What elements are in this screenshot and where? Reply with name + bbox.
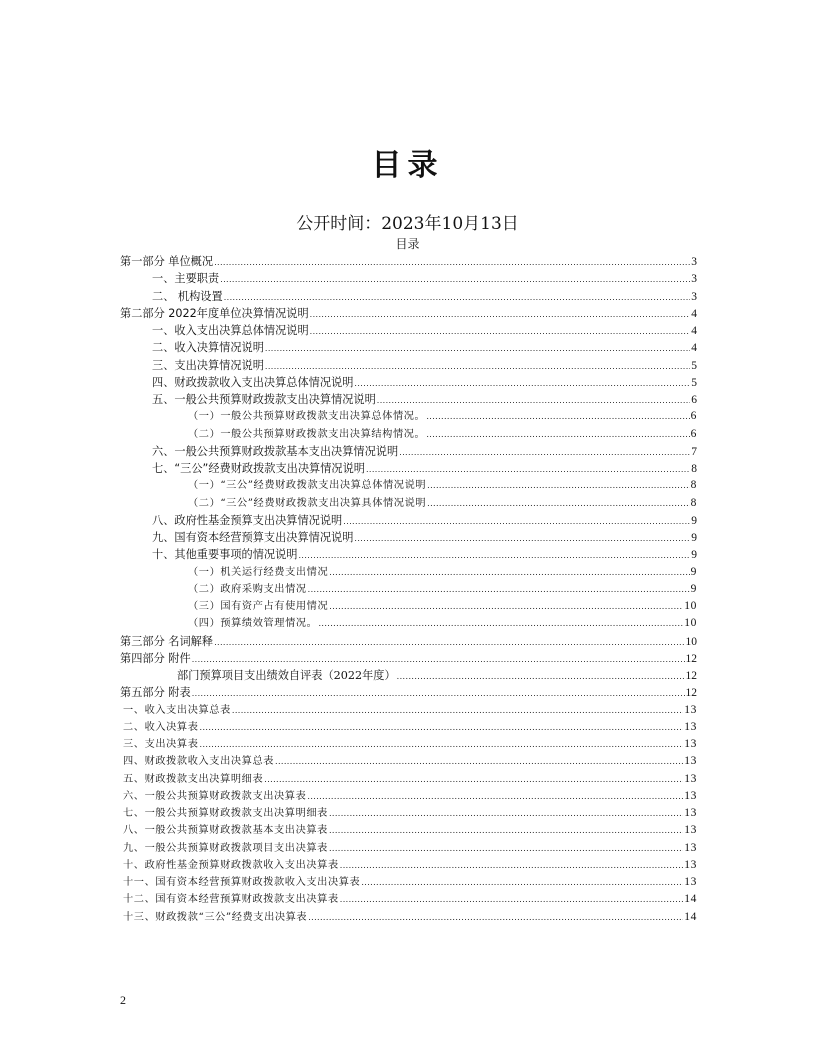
dot-leader — [343, 512, 690, 530]
toc-entry-page: 10 — [684, 617, 697, 630]
toc-entry-label: （一）一般公共预算财政拨款支出决算总体情况。 — [188, 411, 426, 423]
toc-entry-label: 一、收入支出决算总体情况说明 — [152, 324, 309, 337]
toc-entry[interactable] — [120, 650, 697, 667]
dot-leader — [200, 719, 684, 736]
toc-entry[interactable] — [120, 529, 697, 546]
toc-entry-label: 二、 机构设置 — [152, 289, 223, 303]
toc-entry[interactable] — [120, 840, 697, 857]
toc-entry-page: 3 — [691, 256, 697, 268]
toc-entry-page: 9 — [691, 514, 697, 527]
toc-entry[interactable] — [120, 615, 697, 632]
toc-entry[interactable] — [120, 408, 697, 425]
toc-entry-label: （二）一般公共预算财政拨款支出决算结构情况。 — [188, 428, 426, 440]
dot-leader — [310, 322, 691, 340]
toc-entry-page: 7 — [691, 445, 697, 458]
toc-entry[interactable] — [120, 460, 697, 477]
toc-entry-label: （四）预算绩效管理情况。 — [188, 618, 318, 630]
dot-leader — [192, 684, 685, 702]
dot-leader — [426, 426, 689, 443]
toc-entry-page: 12 — [685, 670, 697, 682]
dot-leader — [329, 598, 683, 615]
toc-subtitle: 目录 — [395, 237, 420, 251]
toc-entry-label: 五、一般公共预算财政拨款支出决算情况说明 — [152, 393, 376, 406]
dot-leader — [397, 667, 685, 685]
toc-entry-label: 八、政府性基金预算支出决算情况说明 — [152, 513, 343, 527]
toc-entry-label: 部门预算项目支出绩效自评表（2022年度） — [177, 669, 396, 682]
toc-entry-page: 13 — [684, 807, 697, 819]
toc-entry[interactable] — [120, 477, 697, 494]
toc-entry-label: 七、“三公”经费财政拨款支出决算情况说明 — [152, 462, 365, 475]
toc-entry-page: 9 — [690, 565, 697, 578]
toc-entry[interactable] — [120, 857, 697, 874]
toc-entry[interactable] — [120, 667, 697, 684]
dot-leader — [361, 874, 683, 891]
toc-entry[interactable] — [120, 391, 697, 408]
toc-entry[interactable] — [120, 736, 697, 753]
toc-entry-label: 第五部分 附表 — [120, 686, 191, 700]
dot-leader — [224, 288, 691, 306]
toc-entry[interactable] — [120, 339, 697, 356]
toc-entry-page: 13 — [684, 789, 697, 802]
toc-entry[interactable] — [120, 805, 697, 822]
dot-leader — [329, 840, 683, 857]
toc-entry-page: 8 — [690, 479, 697, 492]
toc-entry-label: 五、财政拨款支出决算明细表 — [123, 773, 264, 785]
toc-entry-page: 9 — [690, 582, 697, 595]
toc-entry-page: 5 — [691, 376, 697, 389]
toc-entry-label: 三、支出决算表 — [123, 739, 199, 750]
toc-entry-page: 14 — [684, 910, 697, 923]
toc-entry-page: 6 — [690, 427, 697, 440]
dot-leader — [307, 788, 683, 805]
dot-leader — [265, 339, 690, 357]
toc-entry[interactable] — [120, 564, 697, 581]
toc-entry-page: 6 — [690, 410, 697, 423]
dot-leader — [275, 753, 683, 770]
dot-leader — [318, 615, 683, 632]
toc-entry[interactable] — [120, 253, 697, 270]
toc-entry[interactable] — [120, 288, 697, 305]
toc-entry-label: 九、国有资本经营预算支出决算情况说明 — [152, 531, 354, 544]
dot-leader — [399, 443, 690, 461]
dot-leader — [427, 495, 689, 512]
toc-entry[interactable] — [120, 495, 697, 512]
toc-entry[interactable] — [120, 512, 697, 529]
toc-entry-page: 12 — [685, 687, 697, 700]
dot-leader — [308, 909, 683, 926]
dot-leader — [308, 581, 690, 598]
toc-entry-page: 4 — [691, 325, 697, 337]
toc-entry[interactable] — [120, 702, 697, 719]
toc-entry-page: 13 — [684, 755, 697, 768]
toc-entry-page: 4 — [691, 307, 697, 320]
toc-entry-label: 十一、国有资本经营预算财政拨款收入支出决算表 — [123, 877, 361, 888]
toc-entry-page: 13 — [684, 824, 697, 837]
toc-entry-label: 六、一般公共预算财政拨款基本支出决算情况说明 — [152, 444, 399, 458]
document-title: 目录 — [371, 148, 444, 183]
toc-entry-label: （二）政府采购支出情况 — [188, 583, 307, 595]
toc-entry-label: 十三、财政拨款“三公”经费支出决算表 — [123, 911, 308, 923]
toc-entry[interactable] — [120, 426, 697, 443]
toc-entry-page: 10 — [685, 635, 697, 648]
dot-leader — [298, 546, 690, 564]
toc-entry-page: 13 — [684, 772, 697, 785]
toc-entry[interactable] — [120, 305, 697, 322]
dot-leader — [214, 633, 684, 651]
toc-entry-page: 3 — [691, 290, 697, 303]
toc-entry[interactable] — [120, 633, 697, 650]
toc-entry-label: 四、财政拨款收入支出决算总表 — [123, 756, 275, 768]
toc-entry[interactable] — [120, 684, 697, 701]
toc-entry-page: 9 — [691, 532, 697, 544]
toc-entry-label: （三）国有资产占有使用情况 — [188, 601, 329, 612]
toc-entry-page: 14 — [684, 893, 697, 906]
toc-entry[interactable] — [120, 891, 697, 908]
toc-entry-label: 二、收入决算情况说明 — [152, 341, 264, 355]
toc-entry-page: 13 — [684, 703, 697, 716]
toc-entry-label: 二、收入决算表 — [123, 721, 199, 733]
toc-entry-page: 8 — [691, 463, 697, 475]
toc-entry-label: 十二、国有资本经营预算财政拨款支出决算表 — [123, 894, 339, 906]
toc-entry-page: 13 — [684, 841, 697, 854]
toc-entry[interactable] — [120, 753, 697, 770]
dot-leader — [264, 771, 683, 788]
toc-entry[interactable] — [120, 546, 697, 563]
toc-entry-label: 八、一般公共预算财政拨款基本支出决算表 — [123, 825, 328, 837]
dot-leader — [310, 305, 691, 323]
toc-entry-label: （二）“三公”经费财政拨款支出决算具体情况说明 — [188, 497, 427, 509]
dot-leader — [329, 564, 689, 581]
toc-entry-page: 8 — [690, 496, 697, 509]
dot-leader — [214, 253, 690, 271]
toc-entry-page: 6 — [691, 394, 697, 406]
toc-entry-page: 13 — [684, 858, 697, 871]
page-number: 2 — [120, 993, 126, 1007]
toc-entry[interactable] — [120, 322, 697, 339]
dot-leader — [426, 408, 689, 425]
toc-entry-page: 9 — [691, 549, 697, 562]
toc-entry-label: 第二部分 2022年度单位决算情况说明 — [120, 306, 309, 320]
dot-leader — [354, 374, 690, 392]
toc-entry-label: 九、一般公共预算财政拨款项目支出决算表 — [123, 842, 328, 854]
toc-entry[interactable] — [120, 771, 697, 788]
toc-entry[interactable] — [120, 270, 697, 287]
dot-leader — [329, 822, 683, 839]
dot-leader — [220, 270, 690, 288]
toc-entry[interactable] — [120, 374, 697, 391]
toc-entry-label: 一、收入支出决算总表 — [123, 704, 231, 716]
dot-leader — [354, 529, 690, 547]
toc-entry-page: 3 — [691, 273, 697, 286]
dot-leader — [366, 460, 690, 478]
toc-entry-label: 第四部分 附件 — [120, 651, 191, 665]
toc-entry-label: 十、其他重要事项的情况说明 — [152, 548, 298, 562]
dot-leader — [427, 477, 689, 494]
dot-leader — [329, 805, 683, 822]
dot-leader — [200, 736, 684, 753]
toc-entry[interactable] — [120, 357, 697, 374]
dot-leader — [232, 702, 683, 719]
toc-entry-page: 10 — [684, 600, 697, 612]
toc-entry-label: 十、政府性基金预算财政拨款收入支出决算表 — [123, 859, 339, 871]
toc-entry-label: 七、一般公共预算财政拨款支出决算明细表 — [123, 808, 328, 819]
toc-entry-page: 12 — [685, 652, 697, 665]
toc-entry[interactable] — [120, 909, 697, 926]
dot-leader — [377, 391, 690, 409]
toc-entry[interactable] — [120, 822, 697, 839]
toc-entry-label: 第一部分 单位概况 — [120, 255, 214, 268]
toc-entry[interactable] — [120, 581, 697, 598]
toc-entry-page: 4 — [691, 342, 697, 355]
toc-entry[interactable] — [120, 874, 697, 891]
toc-entry-label: 第三部分 名词解释 — [120, 634, 214, 648]
table-of-contents — [120, 253, 697, 926]
toc-entry-label: （一）机关运行经费支出情况 — [188, 566, 329, 578]
toc-entry[interactable] — [120, 719, 697, 736]
toc-entry-page: 13 — [684, 738, 697, 750]
toc-entry-label: 六、一般公共预算财政拨款支出决算表 — [123, 790, 307, 802]
dot-leader — [265, 357, 690, 375]
toc-entry-page: 5 — [691, 359, 697, 372]
dot-leader — [192, 650, 685, 668]
toc-entry[interactable] — [120, 788, 697, 805]
toc-entry[interactable] — [120, 443, 697, 460]
dot-leader — [340, 891, 684, 908]
publish-date: 公开时间：2023年10月13日 — [296, 214, 519, 234]
toc-entry-label: 四、财政拨款收入支出决算总体情况说明 — [152, 375, 354, 389]
toc-entry-page: 13 — [684, 876, 697, 888]
toc-entry-label: 一、主要职责 — [152, 272, 220, 286]
toc-entry-page: 13 — [684, 720, 697, 733]
toc-entry-label: 三、支出决算情况说明 — [152, 358, 264, 372]
toc-entry-label: （一）“三公”经费财政拨款支出决算总体情况说明 — [188, 480, 427, 492]
toc-entry[interactable] — [120, 598, 697, 615]
dot-leader — [340, 857, 684, 874]
